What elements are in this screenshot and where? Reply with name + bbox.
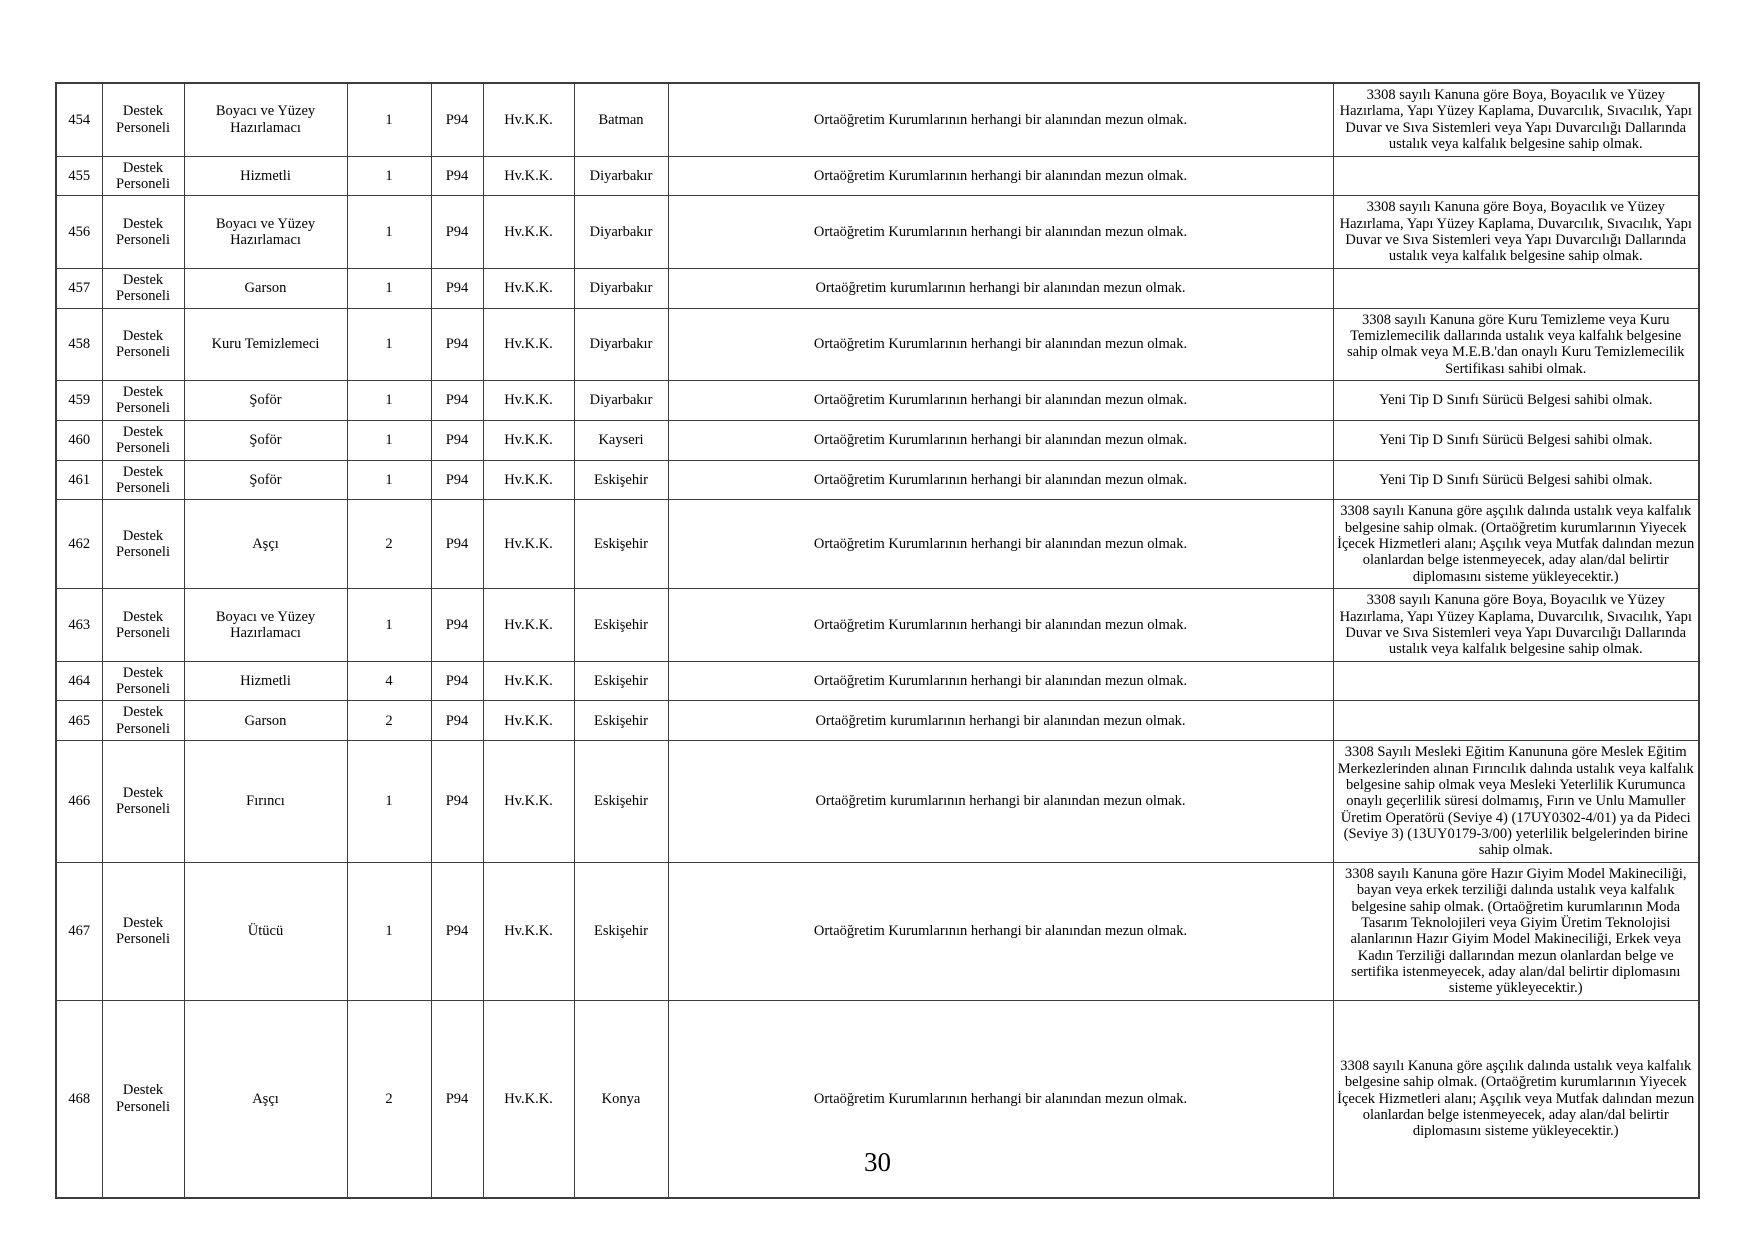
exam-score-code-cell: P94 (431, 1000, 483, 1198)
vacancy-count-cell: 2 (347, 500, 431, 589)
education-requirement-cell: Ortaöğretim Kurumlarının herhangi bir alanından mezun olmak. (668, 500, 1333, 589)
education-requirement-cell: Ortaöğretim Kurumlarının herhangi bir alanından mezun olmak. (668, 83, 1333, 156)
table-row (56, 460, 1699, 500)
armed-force-cell: Hv.K.K. (483, 308, 574, 381)
vacancy-count-cell: 1 (347, 308, 431, 381)
education-requirement-cell: Ortaöğretim Kurumlarının herhangi bir alanından mezun olmak. (668, 381, 1333, 421)
special-requirement-cell: 3308 sayılı Kanuna göre Kuru Temizleme veya Kuru Temizlemecilik dallarında ustalık veya kalfalık belgesine sahip olmak veya M.E.B.'dan onaylı Kuru Temizlemecilik Sertifikası sahibi olmak. (1333, 308, 1699, 381)
education-requirement-cell: Ortaöğretim Kurumlarının herhangi bir alanından mezun olmak. (668, 460, 1333, 500)
table-row (56, 741, 1699, 863)
city-cell: Eskişehir (574, 741, 668, 863)
vacancy-count-cell: 1 (347, 420, 431, 460)
position-title-cell: Boyacı ve Yüzey Hazırlamacı (184, 83, 347, 156)
position-title-cell: Şoför (184, 460, 347, 500)
staff-class-cell: Destek Personeli (102, 156, 184, 196)
armed-force-cell: Hv.K.K. (483, 589, 574, 662)
vacancy-count-cell: 1 (347, 589, 431, 662)
armed-force-cell: Hv.K.K. (483, 420, 574, 460)
vacancy-count-cell: 1 (347, 196, 431, 269)
vacancy-count-cell: 1 (347, 156, 431, 196)
row-number-cell: 459 (56, 381, 102, 421)
armed-force-cell: Hv.K.K. (483, 196, 574, 269)
education-requirement-cell: Ortaöğretim Kurumlarının herhangi bir alanından mezun olmak. (668, 1000, 1333, 1198)
table-row (56, 268, 1699, 308)
city-cell: Diyarbakır (574, 308, 668, 381)
staff-class-cell: Destek Personeli (102, 460, 184, 500)
education-requirement-cell: Ortaöğretim Kurumlarının herhangi bir alanından mezun olmak. (668, 661, 1333, 701)
special-requirement-cell: Yeni Tip D Sınıfı Sürücü Belgesi sahibi olmak. (1333, 420, 1699, 460)
staff-class-cell: Destek Personeli (102, 420, 184, 460)
special-requirement-cell: Yeni Tip D Sınıfı Sürücü Belgesi sahibi olmak. (1333, 381, 1699, 421)
armed-force-cell: Hv.K.K. (483, 661, 574, 701)
staff-class-cell: Destek Personeli (102, 1000, 184, 1198)
vacancy-count-cell: 1 (347, 83, 431, 156)
exam-score-code-cell: P94 (431, 156, 483, 196)
vacancy-count-cell: 4 (347, 661, 431, 701)
row-number-cell: 454 (56, 83, 102, 156)
exam-score-code-cell: P94 (431, 268, 483, 308)
city-cell: Diyarbakır (574, 381, 668, 421)
row-number-cell: 455 (56, 156, 102, 196)
row-number-cell: 457 (56, 268, 102, 308)
staff-class-cell: Destek Personeli (102, 741, 184, 863)
exam-score-code-cell: P94 (431, 862, 483, 1000)
staff-class-cell: Destek Personeli (102, 589, 184, 662)
education-requirement-cell: Ortaöğretim Kurumlarının herhangi bir alanından mezun olmak. (668, 420, 1333, 460)
table-row (56, 381, 1699, 421)
staff-class-cell: Destek Personeli (102, 83, 184, 156)
exam-score-code-cell: P94 (431, 741, 483, 863)
education-requirement-cell: Ortaöğretim Kurumlarının herhangi bir alanından mezun olmak. (668, 308, 1333, 381)
armed-force-cell: Hv.K.K. (483, 83, 574, 156)
armed-force-cell: Hv.K.K. (483, 701, 574, 741)
staff-class-cell: Destek Personeli (102, 308, 184, 381)
education-requirement-cell: Ortaöğretim kurumlarının herhangi bir alanından mezun olmak. (668, 701, 1333, 741)
armed-force-cell: Hv.K.K. (483, 156, 574, 196)
exam-score-code-cell: P94 (431, 589, 483, 662)
vacancy-count-cell: 2 (347, 701, 431, 741)
position-title-cell: Boyacı ve Yüzey Hazırlamacı (184, 196, 347, 269)
staff-class-cell: Destek Personeli (102, 862, 184, 1000)
exam-score-code-cell: P94 (431, 701, 483, 741)
exam-score-code-cell: P94 (431, 460, 483, 500)
exam-score-code-cell: P94 (431, 308, 483, 381)
vacancy-count-cell: 1 (347, 268, 431, 308)
position-title-cell: Boyacı ve Yüzey Hazırlamacı (184, 589, 347, 662)
special-requirement-cell (1333, 156, 1699, 196)
vacancy-count-cell: 1 (347, 460, 431, 500)
armed-force-cell: Hv.K.K. (483, 862, 574, 1000)
armed-force-cell: Hv.K.K. (483, 1000, 574, 1198)
vacancy-count-cell: 1 (347, 862, 431, 1000)
row-number-cell: 456 (56, 196, 102, 269)
vacancy-count-cell: 1 (347, 741, 431, 863)
education-requirement-cell: Ortaöğretim Kurumlarının herhangi bir alanından mezun olmak. (668, 862, 1333, 1000)
exam-score-code-cell: P94 (431, 83, 483, 156)
special-requirement-cell: 3308 sayılı Kanuna göre Boya, Boyacılık ve Yüzey Hazırlama, Yapı Yüzey Kaplama, Duvarcılık, Sıvacılık, Yapı Duvar ve Sıva Sistemleri veya Yapı Duvarcılığı Dallarında ustalık veya kalfalık belgesine sahip olmak. (1333, 589, 1699, 662)
position-title-cell: Kuru Temizlemeci (184, 308, 347, 381)
row-number-cell: 467 (56, 862, 102, 1000)
city-cell: Konya (574, 1000, 668, 1198)
education-requirement-cell: Ortaöğretim kurumlarının herhangi bir alanından mezun olmak. (668, 741, 1333, 863)
table-row (56, 83, 1699, 156)
table-row (56, 701, 1699, 741)
row-number-cell: 464 (56, 661, 102, 701)
armed-force-cell: Hv.K.K. (483, 741, 574, 863)
row-number-cell: 466 (56, 741, 102, 863)
city-cell: Eskişehir (574, 661, 668, 701)
city-cell: Eskişehir (574, 862, 668, 1000)
exam-score-code-cell: P94 (431, 420, 483, 460)
row-number-cell: 463 (56, 589, 102, 662)
special-requirement-cell: 3308 sayılı Kanuna göre Boya, Boyacılık ve Yüzey Hazırlama, Yapı Yüzey Kaplama, Duvarcılık, Sıvacılık, Yapı Duvar ve Sıva Sistemleri veya Yapı Duvarcılığı Dallarında ustalık veya kalfalık belgesine sahip olmak. (1333, 196, 1699, 269)
special-requirement-cell: 3308 sayılı Kanuna göre Hazır Giyim Model Makineciliği, bayan veya erkek terziliği dalında ustalık veya kalfalık belgesine sahip olmak. (Ortaöğretim kurumlarının Moda Tasarım Teknolojileri veya Giyim Üretim Teknolojisi alanlarının Hazır Giyim Model Makineciliği, Erkek veya Kadın Terziliği dallarından mezun olanlardan belge ve sertifika istenmeyecek, aday alan/dal belirtir diplomasını sisteme yükleyecektir.) (1333, 862, 1699, 1000)
table-row (56, 196, 1699, 269)
position-title-cell: Aşçı (184, 500, 347, 589)
armed-force-cell: Hv.K.K. (483, 500, 574, 589)
job-table-body (56, 83, 1699, 1198)
city-cell: Diyarbakır (574, 268, 668, 308)
exam-score-code-cell: P94 (431, 381, 483, 421)
city-cell: Eskişehir (574, 701, 668, 741)
armed-force-cell: Hv.K.K. (483, 268, 574, 308)
row-number-cell: 462 (56, 500, 102, 589)
row-number-cell: 461 (56, 460, 102, 500)
city-cell: Batman (574, 83, 668, 156)
special-requirement-cell: 3308 sayılı Kanuna göre Boya, Boyacılık ve Yüzey Hazırlama, Yapı Yüzey Kaplama, Duvarcılık, Sıvacılık, Yapı Duvar ve Sıva Sistemleri veya Yapı Duvarcılığı Dallarında ustalık veya kalfalık belgesine sahip olmak. (1333, 83, 1699, 156)
job-positions-table (55, 82, 1700, 1199)
position-title-cell: Garson (184, 701, 347, 741)
vacancy-count-cell: 2 (347, 1000, 431, 1198)
table-row (56, 661, 1699, 701)
city-cell: Eskişehir (574, 500, 668, 589)
staff-class-cell: Destek Personeli (102, 268, 184, 308)
special-requirement-cell (1333, 701, 1699, 741)
position-title-cell: Hizmetli (184, 156, 347, 196)
education-requirement-cell: Ortaöğretim Kurumlarının herhangi bir alanından mezun olmak. (668, 589, 1333, 662)
row-number-cell: 458 (56, 308, 102, 381)
row-number-cell: 460 (56, 420, 102, 460)
row-number-cell: 465 (56, 701, 102, 741)
special-requirement-cell: 3308 sayılı Kanuna göre aşçılık dalında ustalık veya kalfalık belgesine sahip olmak. (Ortaöğretim kurumlarının Yiyecek İçecek Hizmetleri alanı; Aşçılık veya Mutfak dalından mezun olanlardan belge istenmeyecek, aday alan/dal belirtir diplomasını sisteme yükleyecektir.) (1333, 1000, 1699, 1198)
special-requirement-cell: 3308 sayılı Kanuna göre aşçılık dalında ustalık veya kalfalık belgesine sahip olmak. (Ortaöğretim kurumlarının Yiyecek İçecek Hizmetleri alanı; Aşçılık veya Mutfak dalından mezun olanlardan belge istenmeyecek, aday alan/dal belirtir diplomasını sisteme yükleyecektir.) (1333, 500, 1699, 589)
page-number: 30 (864, 1147, 891, 1177)
table-row (56, 589, 1699, 662)
staff-class-cell: Destek Personeli (102, 196, 184, 269)
staff-class-cell: Destek Personeli (102, 381, 184, 421)
vacancy-count-cell: 1 (347, 381, 431, 421)
row-number-cell: 468 (56, 1000, 102, 1198)
position-title-cell: Fırıncı (184, 741, 347, 863)
staff-class-cell: Destek Personeli (102, 661, 184, 701)
special-requirement-cell: Yeni Tip D Sınıfı Sürücü Belgesi sahibi olmak. (1333, 460, 1699, 500)
table-row (56, 862, 1699, 1000)
position-title-cell: Ütücü (184, 862, 347, 1000)
position-title-cell: Aşçı (184, 1000, 347, 1198)
city-cell: Eskişehir (574, 589, 668, 662)
city-cell: Diyarbakır (574, 196, 668, 269)
table-row (56, 156, 1699, 196)
special-requirement-cell (1333, 661, 1699, 701)
city-cell: Kayseri (574, 420, 668, 460)
education-requirement-cell: Ortaöğretim kurumlarının herhangi bir alanından mezun olmak. (668, 268, 1333, 308)
city-cell: Eskişehir (574, 460, 668, 500)
special-requirement-cell (1333, 268, 1699, 308)
education-requirement-cell: Ortaöğretim Kurumlarının herhangi bir alanından mezun olmak. (668, 196, 1333, 269)
armed-force-cell: Hv.K.K. (483, 381, 574, 421)
position-title-cell: Şoför (184, 381, 347, 421)
table-row (56, 500, 1699, 589)
exam-score-code-cell: P94 (431, 196, 483, 269)
table-row (56, 308, 1699, 381)
staff-class-cell: Destek Personeli (102, 500, 184, 589)
exam-score-code-cell: P94 (431, 500, 483, 589)
special-requirement-cell: 3308 Sayılı Mesleki Eğitim Kanununa göre Meslek Eğitim Merkezlerinden alınan Fırıncılık dalında ustalık veya kalfalık belgesine sahip olmak veya Mesleki Yeterlilik Kurumunca onaylı geçerlilik süresi dolmamış, Fırın ve Unlu Mamuller Üretim Operatörü (Seviye 4) (17UY0302-4/01) ya da Pideci (Seviye 3) (13UY0179-3/00) yeterlilik belgelerinden birine sahip olmak. (1333, 741, 1699, 863)
exam-score-code-cell: P94 (431, 661, 483, 701)
position-title-cell: Garson (184, 268, 347, 308)
education-requirement-cell: Ortaöğretim Kurumlarının herhangi bir alanından mezun olmak. (668, 156, 1333, 196)
position-title-cell: Şoför (184, 420, 347, 460)
staff-class-cell: Destek Personeli (102, 701, 184, 741)
city-cell: Diyarbakır (574, 156, 668, 196)
position-title-cell: Hizmetli (184, 661, 347, 701)
armed-force-cell: Hv.K.K. (483, 460, 574, 500)
table-row (56, 420, 1699, 460)
